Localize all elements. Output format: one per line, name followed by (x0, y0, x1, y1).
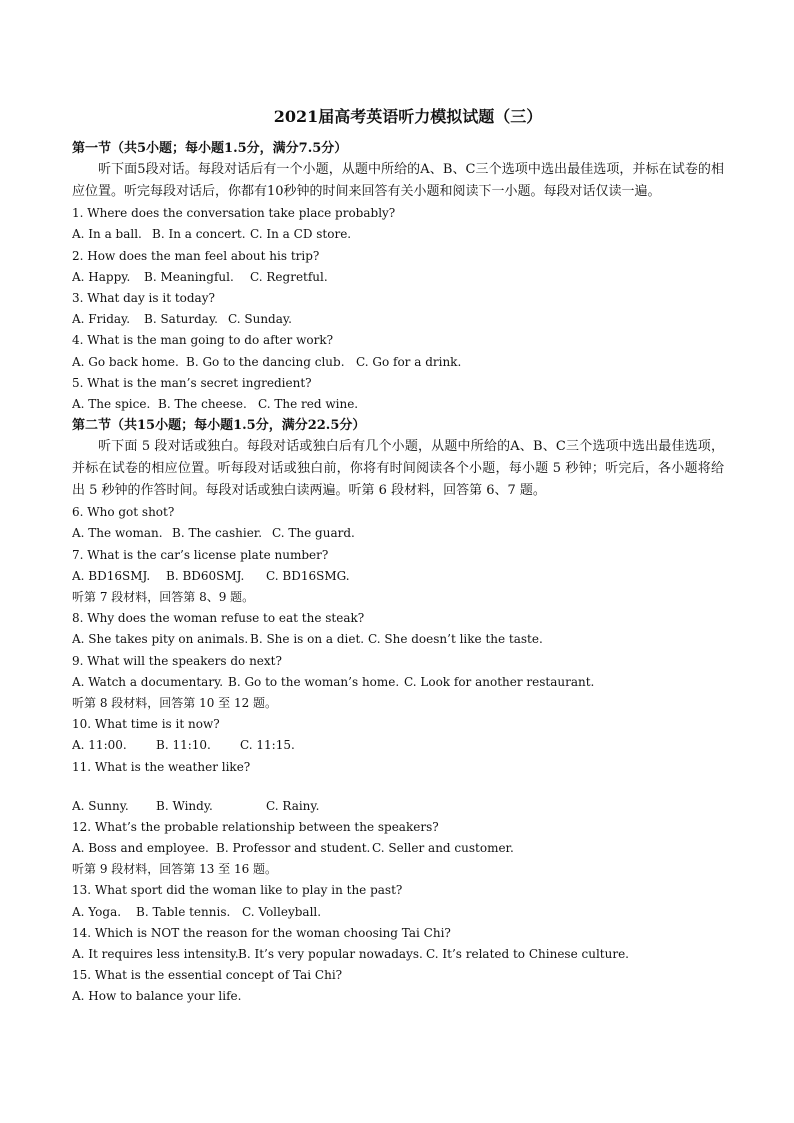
option-a: A. Friday. (72, 312, 131, 327)
option-b: B. Go to the woman’s home. (228, 674, 400, 689)
option-b: B. BD60SMJ. (166, 568, 245, 583)
option-c: C. Go for a drink. (356, 354, 462, 369)
option-c: C. The red wine. (258, 396, 359, 411)
section-1-instructions: 听下面5段对话。每段对话后有一个小题，从题中所给的A、B、C三个选项中选出最佳选项，并标在试卷的相应位置。听完每段对话后，你都有10秒钟的时间来回答有关小题和阅读下一小题。每段对话仅读一遍。 (72, 162, 724, 200)
question-9: 9. What will the speakers do next? (72, 653, 282, 668)
question-11: 11. What is the weather like? (72, 759, 251, 774)
section-1-heading: 第一节（共5小题；每小题1.5分，满分7.5分） (72, 141, 348, 156)
question-9-options (72, 672, 724, 693)
option-a: A. She takes pity on animals. (72, 632, 249, 647)
option-c: C. The guard. (272, 526, 355, 541)
option-b: B. It’s very popular nowadays. (238, 947, 423, 961)
question-12-options (72, 838, 724, 859)
question-3: 3. What day is it today? (72, 290, 215, 305)
option-c: C. Rainy. (266, 798, 320, 813)
option-a: A. Happy. (72, 269, 131, 284)
question-8: 8. Why does the woman refuse to eat the steak? (72, 611, 365, 626)
question-6-options (72, 523, 724, 544)
question-12: 12. What’s the probable relationship between the speakers? (72, 819, 439, 834)
question-2: 2. How does the man feel about his trip? (72, 248, 320, 263)
material-7-note: 听第 7 段材料，回答第 8、9 题。 (72, 590, 255, 604)
question-10: 10. What time is it now? (72, 717, 220, 732)
section-2-instructions: 听下面 5 段对话或独白。每段对话或独白后有几个小题，从题中所给的A、B、C三个选项中选出最佳选项，并标在试卷的相应位置。听每段对话或独白前，你将有时间阅读各个小题，每小题 5 秒钟；听完后，各小题将给出 5 秒钟的作答时间。每段对话或独白读两遍。听第 6 段材料，回答第 6、7 题。 (72, 439, 724, 499)
option-a: A. Sunny. (72, 798, 129, 813)
option-b: B. She is on a diet. (250, 632, 365, 647)
question-7-options (72, 566, 724, 587)
option-b: B. Meaningful. (144, 269, 234, 284)
option-a: A. BD16SMJ. (72, 568, 151, 583)
option-a: A. The spice. (72, 396, 151, 411)
question-15-options (72, 986, 724, 1007)
question-4: 4. What is the man going to do after work? (72, 333, 334, 348)
option-c: C. Regretful. (250, 269, 328, 284)
option-b: B. In a concert. (152, 227, 246, 242)
option-b: B. The cheese. (158, 396, 247, 411)
exam-page (72, 104, 724, 1008)
question-5: 5. What is the man’s secret ingredient? (72, 375, 312, 390)
question-10-options (72, 735, 724, 756)
section-2-heading: 第二节（共15小题；每小题1.5分，满分22.5分） (72, 418, 366, 434)
option-c: C. It’s related to Chinese culture. (426, 947, 629, 961)
option-a: A. Watch a documentary. (72, 674, 224, 689)
option-a: A. 11:00. (72, 738, 127, 753)
option-a: A. Yoga. (72, 904, 122, 919)
option-a: A. Go back home. (72, 354, 179, 369)
option-c: C. She doesn’t like the taste. (368, 632, 543, 647)
question-6: 6. Who got shot? (72, 505, 175, 520)
option-c: C. Look for another restaurant. (404, 674, 595, 689)
question-15: 15. What is the essential concept of Tai Chi? (72, 968, 343, 983)
question-13-options (72, 902, 724, 923)
option-b: B. Saturday. (144, 312, 218, 327)
option-c: C. Seller and customer. (372, 841, 514, 856)
question-7: 7. What is the car’s license plate number? (72, 547, 329, 562)
option-b: B. Table tennis. (136, 904, 231, 919)
option-c: C. In a CD store. (250, 227, 352, 242)
option-b: B. Go to the dancing club. (186, 354, 345, 369)
question-1-options (72, 224, 724, 245)
option-a: A. In a ball. (72, 227, 142, 242)
option-b: B. 11:10. (156, 738, 211, 753)
material-9-note: 听第 9 段材料，回答第 13 至 16 题。 (72, 862, 278, 877)
question-8-options (72, 629, 724, 650)
option-b: B. Windy. (156, 798, 213, 813)
option-a: A. It requires less intensity. (72, 947, 239, 961)
question-2-options (72, 267, 724, 288)
question-3-options (72, 309, 724, 330)
option-c: C. Volleyball. (242, 904, 322, 919)
question-13: 13. What sport did the woman like to play in the past? (72, 883, 403, 898)
option-c: C. BD16SMG. (266, 568, 350, 583)
material-8-note: 听第 8 段材料，回答第 10 至 12 题。 (72, 695, 278, 710)
question-4-options (72, 352, 724, 373)
option-c: C. Sunday. (228, 312, 292, 327)
page-title: 2021届高考英语听力模拟试题（三） (273, 107, 543, 126)
option-a: A. How to balance your life. (72, 989, 242, 1004)
question-14-options (72, 944, 724, 965)
option-a: A. Boss and employee. (72, 841, 209, 856)
question-14: 14. Which is NOT the reason for the woman choosing Tai Chi? (72, 925, 451, 940)
option-b: B. The cashier. (172, 526, 263, 541)
option-b: B. Professor and student. (216, 841, 371, 856)
option-a: A. The woman. (72, 526, 163, 541)
option-c: C. 11:15. (240, 738, 295, 753)
question-11-options (72, 796, 724, 817)
question-5-options (72, 394, 724, 415)
question-1: 1. Where does the conversation take place probably? (72, 206, 396, 221)
